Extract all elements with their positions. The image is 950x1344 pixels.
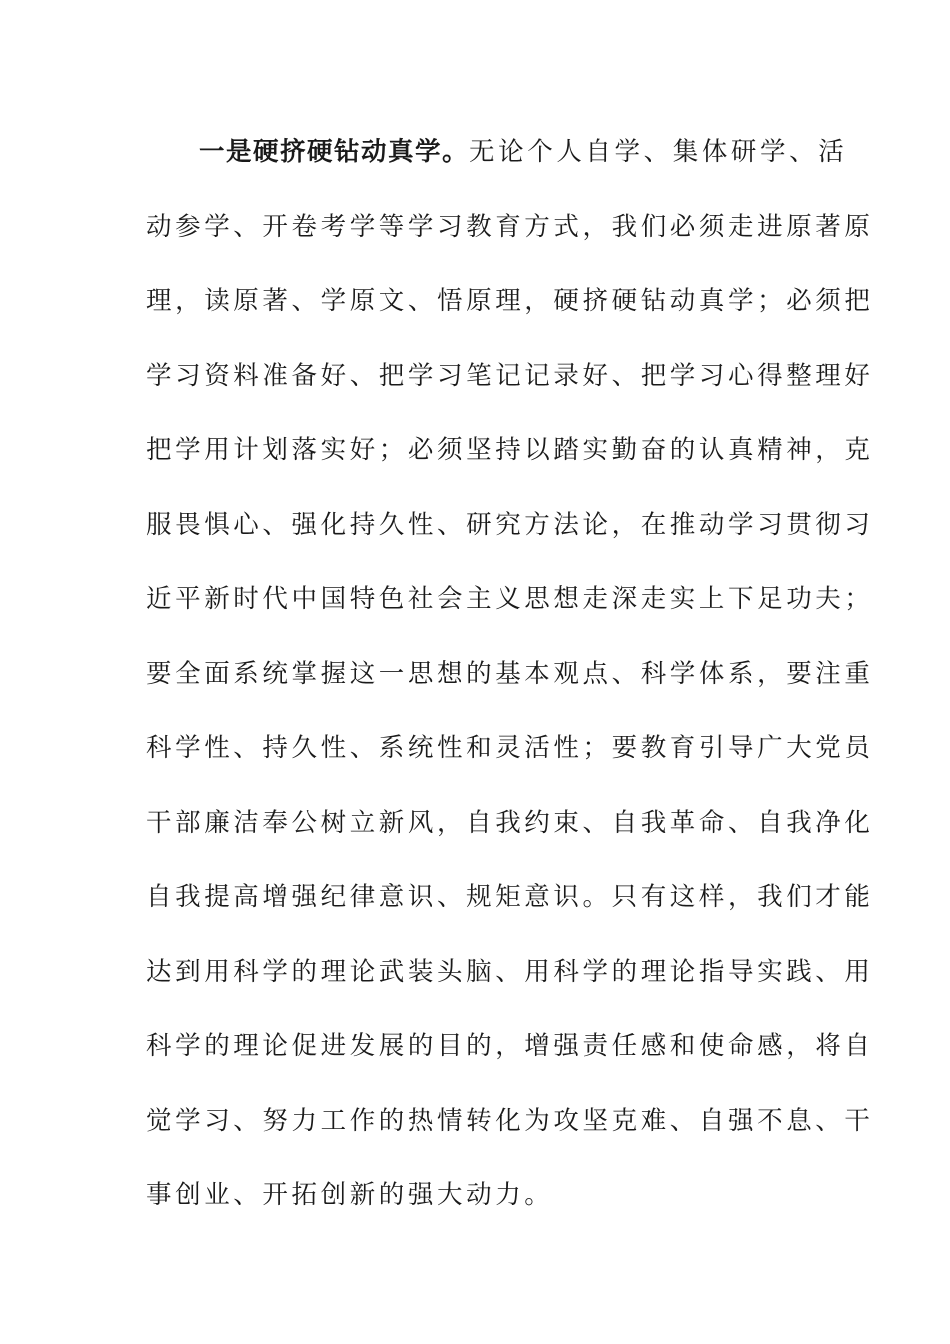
paragraph-line: [146, 132, 848, 207]
paragraph-line: 动参学、开卷考学等学习教育方式，我们必须走进原著原: [146, 211, 874, 242]
paragraph-line: 事创业、开拓创新的强大动力。: [146, 1180, 554, 1210]
paragraph-line: 要全面系统掌握这一思想的基本观点、科学体系，要注重: [146, 658, 874, 689]
paragraph-line: 把学用计划落实好；必须坚持以踏实勤奋的认真精神，克: [146, 435, 874, 465]
paragraph-line: 科学性、持久性、系统性和灵活性；要教育引导广大党员: [146, 733, 874, 763]
paragraph-line: 干部廉洁奉公树立新风，自我约束、自我革命、自我净化: [146, 807, 874, 838]
paragraph-line: 达到用科学的理论武装头脑、用科学的理论指导实践、用: [146, 956, 874, 987]
body-paragraph: [146, 132, 874, 1250]
paragraph-line: 自我提高增强纪律意识、规矩意识。只有这样，我们才能: [146, 882, 874, 912]
line-text: 无论个人自学、集体研学、活: [469, 137, 848, 167]
paragraph-line: 理，读原著、学原文、悟原理，硬挤硬钻动真学；必须把: [146, 286, 874, 316]
paragraph-line: 近平新时代中国特色社会主义思想走深走实上下足功夫；: [146, 584, 874, 614]
paragraph-line: 觉学习、努力工作的热情转化为攻坚克难、自强不息、干: [146, 1105, 874, 1136]
paragraph-line: 科学的理论促进发展的目的，增强责任感和使命感，将自: [146, 1031, 874, 1061]
paragraph-line: 服畏惧心、强化持久性、研究方法论，在推动学习贯彻习: [146, 509, 874, 540]
paragraph-line: 学习资料准备好、把学习笔记记录好、把学习心得整理好: [146, 360, 874, 391]
lead-phrase: 一是硬挤硬钻动真学。: [199, 137, 470, 167]
